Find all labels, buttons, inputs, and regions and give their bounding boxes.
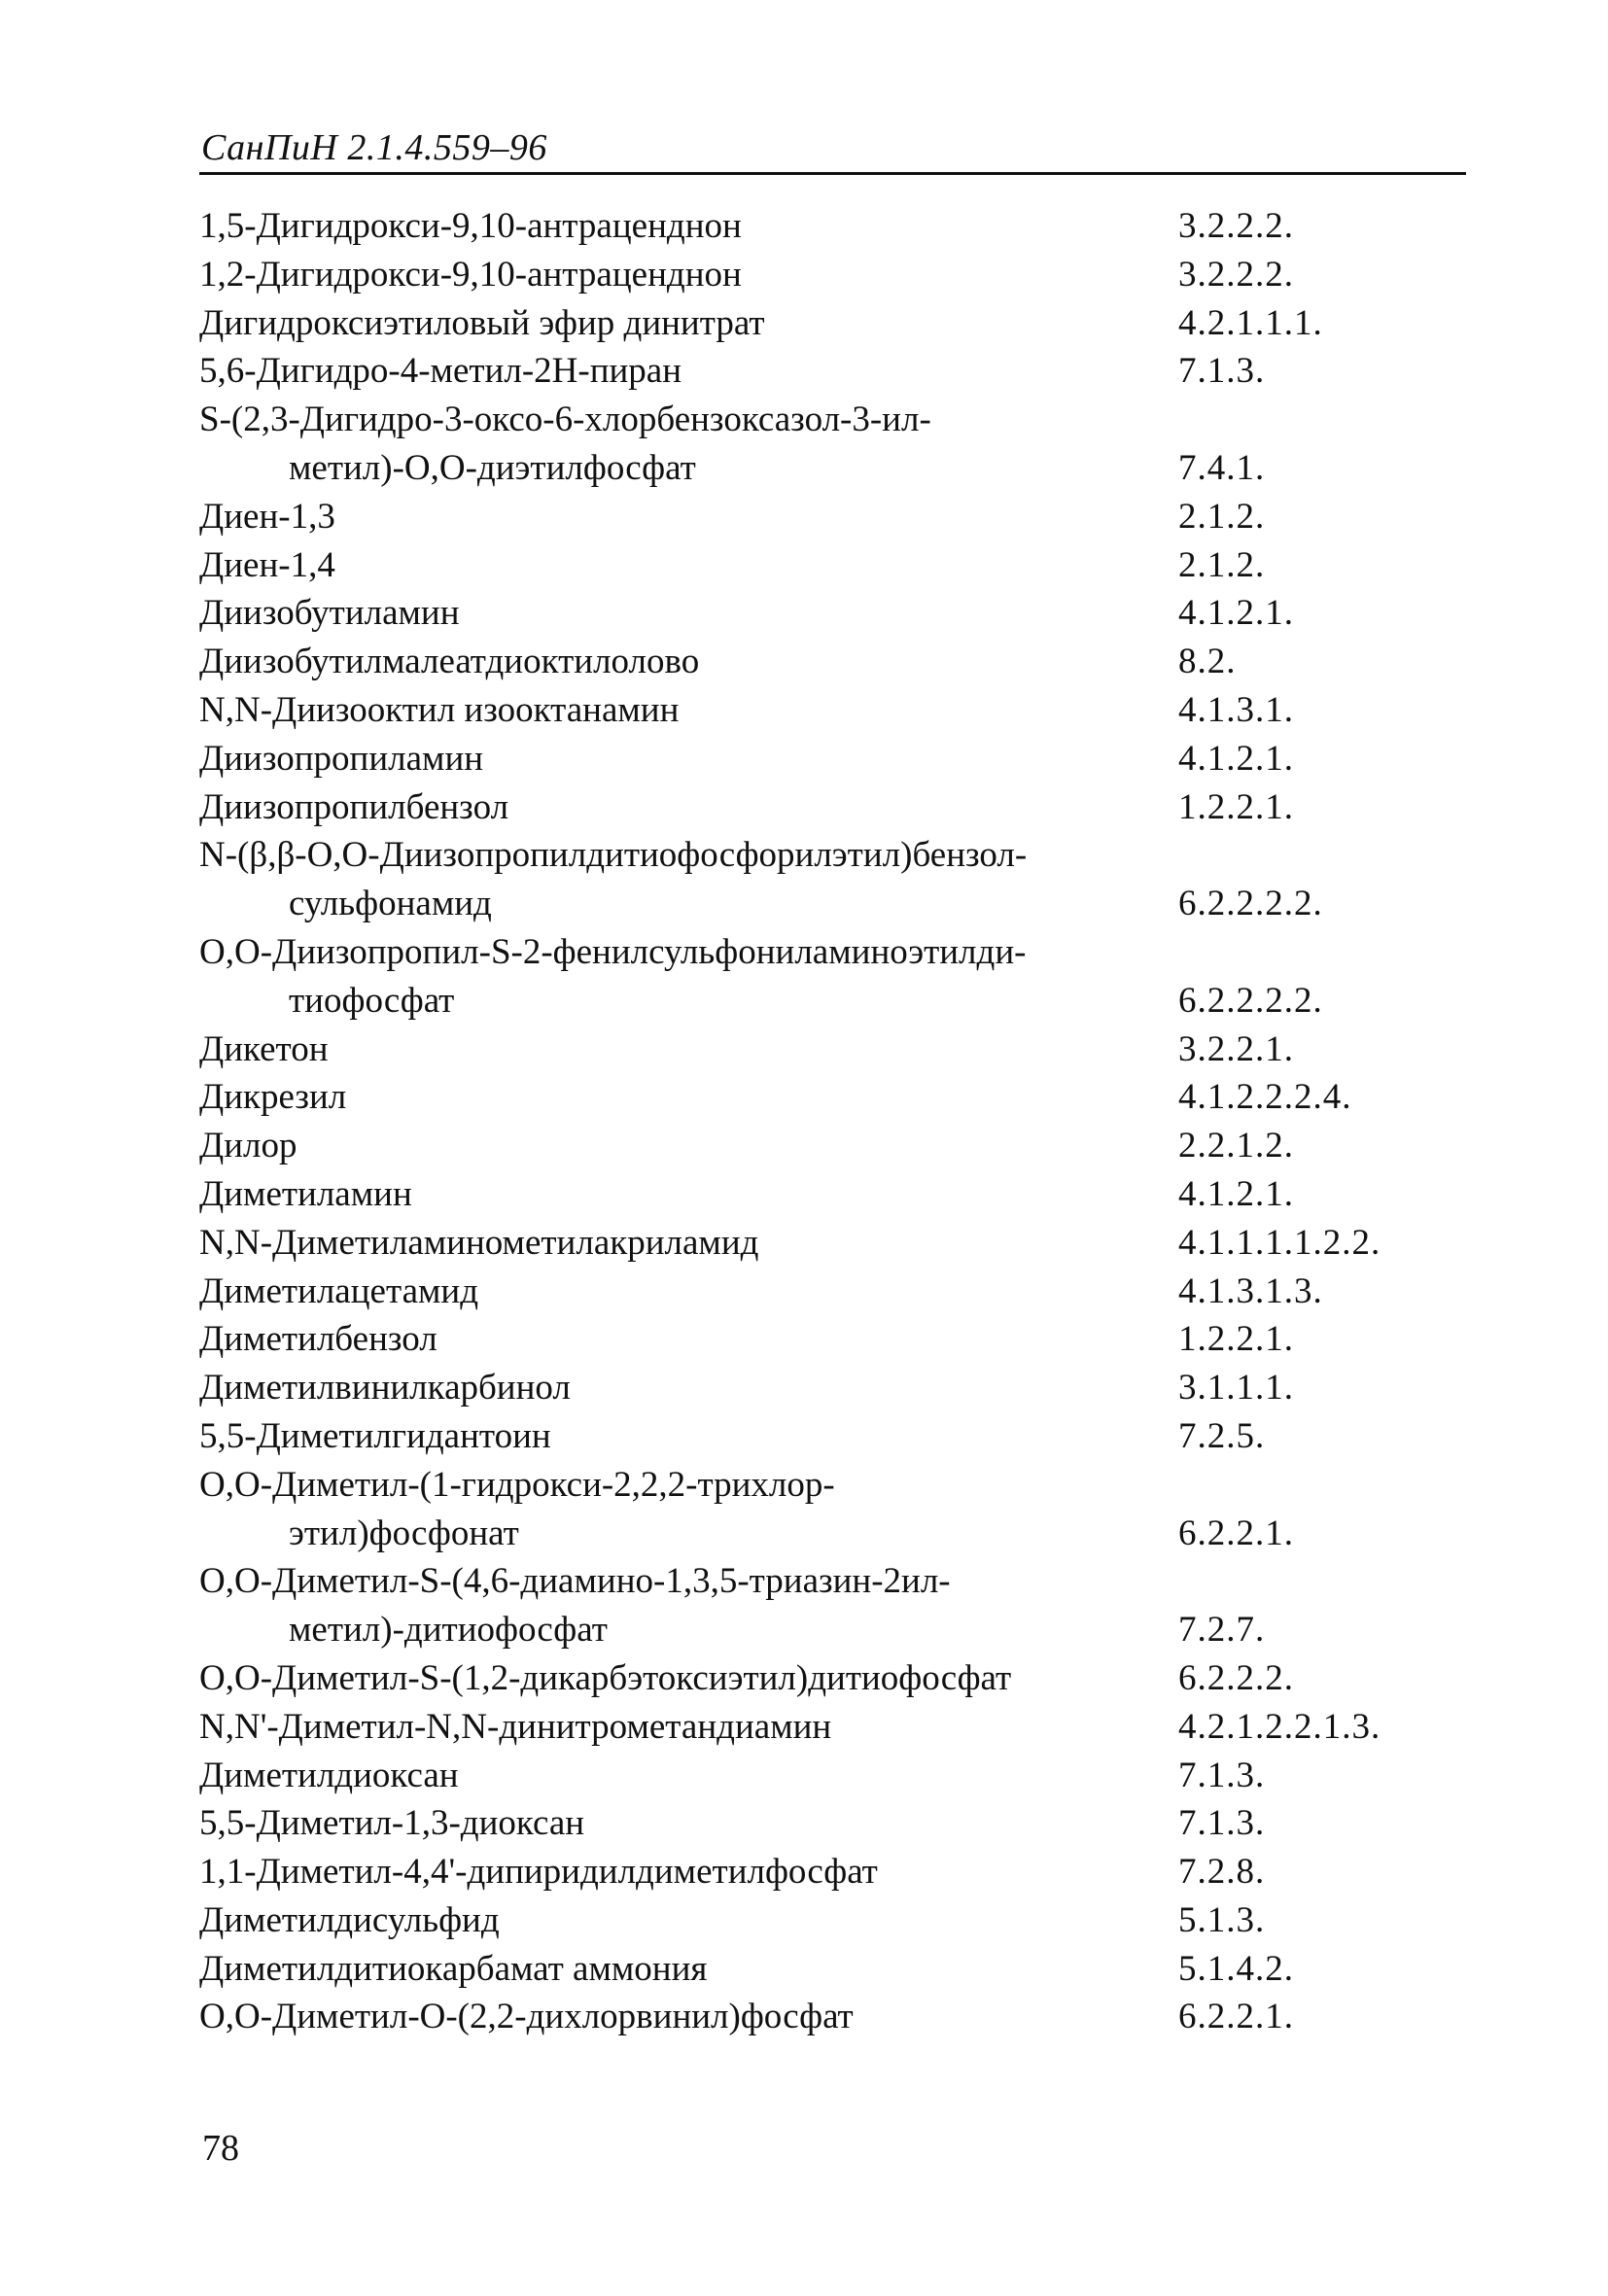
- entry-section-ref: 7.4.1.: [1178, 447, 1266, 488]
- entry-term: S-(2,3-Дигидро-3-оксо-6-хлорбензоксазол-3-ил-: [199, 400, 931, 440]
- index-entry: [199, 1412, 1466, 1461]
- index-entry: [199, 638, 1466, 686]
- index-entry: [199, 1170, 1466, 1219]
- index-entry: [199, 1799, 1466, 1848]
- entry-term: N,N'-Диметил-N,N-динитрометандиамин: [199, 1706, 832, 1747]
- entry-section-ref: 3.1.1.1.: [1178, 1368, 1294, 1409]
- entry-term-continuation: сульфонамид: [289, 884, 492, 924]
- entry-section-ref: 7.2.5.: [1178, 1415, 1266, 1456]
- entry-term: Диметилвинилкарбинол: [199, 1368, 571, 1409]
- entry-term: Диен-1,3: [199, 496, 335, 537]
- index-entry: [199, 1848, 1466, 1896]
- index-entry: [199, 589, 1466, 638]
- entry-term: Диен-1,4: [199, 544, 335, 585]
- entry-section-ref: 7.2.7.: [1178, 1610, 1266, 1651]
- entry-section-ref: 4.1.3.1.3.: [1178, 1270, 1323, 1311]
- entry-term: 1,5-Дигидрокси-9,10-антраценднон: [199, 206, 742, 246]
- entry-term: Дилор: [199, 1126, 297, 1166]
- entry-section-ref: 4.1.3.1.: [1178, 689, 1294, 730]
- index-entry: [199, 396, 1466, 493]
- index-entry: [199, 251, 1466, 299]
- entry-term: Диметиламин: [199, 1173, 412, 1214]
- entry-term: Диизобутиламин: [199, 593, 460, 634]
- index-entry: [199, 735, 1466, 783]
- entry-term: Дикрезил: [199, 1077, 347, 1118]
- entry-term: О,О-Диметил-S-(1,2-дикарбэтоксиэтил)дитиофосфат: [199, 1657, 1012, 1698]
- index-entry: [199, 1945, 1466, 1994]
- entry-section-ref: 3.2.2.2.: [1178, 206, 1294, 246]
- entry-section-ref: 4.1.2.1.: [1178, 738, 1294, 779]
- entry-section-ref: 4.2.1.1.1.: [1178, 302, 1323, 343]
- document-header-title: СанПиН 2.1.4.559–96: [201, 127, 547, 168]
- entry-section-ref: 4.2.1.2.2.1.3.: [1178, 1706, 1381, 1747]
- index-entry: [199, 783, 1466, 832]
- index-entry: [199, 1122, 1466, 1170]
- index-entry: [199, 1219, 1466, 1268]
- entry-term: Диметилдиоксан: [199, 1755, 459, 1795]
- entry-term: N,N-Диизооктил изооктанамин: [199, 689, 680, 730]
- header-divider: [199, 172, 1466, 175]
- entry-term: Диизопропиламин: [199, 738, 484, 779]
- entry-section-ref: 6.2.2.2.2.: [1178, 884, 1323, 924]
- entry-section-ref: 5.1.4.2.: [1178, 1948, 1294, 1989]
- index-entry: [199, 202, 1466, 251]
- entry-term: N,N-Диметиламинометилакриламид: [199, 1222, 759, 1263]
- entry-section-ref: 3.2.2.2.: [1178, 254, 1294, 295]
- index-entry: [199, 928, 1466, 1026]
- entry-term: Диметилдитиокарбамат аммония: [199, 1948, 708, 1989]
- entry-term: О,О-Диизопропил-S-2-фенилсульфониламиноэтилди-: [199, 931, 1027, 972]
- index-entry: [199, 1896, 1466, 1945]
- entry-section-ref: 4.1.2.1.: [1178, 1173, 1294, 1214]
- entry-term: 5,5-Диметилгидантоин: [199, 1415, 551, 1456]
- entry-term: Диизопропилбензол: [199, 786, 509, 827]
- index-entry: [199, 1461, 1466, 1558]
- entry-term: 5,5-Диметил-1,3-диоксан: [199, 1803, 585, 1844]
- index-entry: [199, 493, 1466, 541]
- entry-term: N-(β,β-О,О-Диизопропилдитиофосфорилэтил)бензол-: [199, 835, 1028, 876]
- index-entry: [199, 1026, 1466, 1074]
- entry-term: 5,6-Дигидро-4-метил-2Н-пиран: [199, 351, 682, 392]
- entry-term-continuation: тиофосфат: [289, 980, 455, 1021]
- index-entry: [199, 686, 1466, 735]
- entry-section-ref: 7.2.8.: [1178, 1852, 1266, 1893]
- entry-section-ref: 6.2.2.2.: [1178, 1657, 1294, 1698]
- entry-term: О,О-Диметил-(1-гидрокси-2,2,2-трихлор-: [199, 1464, 835, 1505]
- index-list: [199, 202, 1466, 2041]
- entry-term: Дикетон: [199, 1028, 329, 1069]
- entry-term-continuation: метил)-дитиофосфат: [289, 1610, 608, 1651]
- entry-section-ref: 8.2.: [1178, 642, 1237, 682]
- entry-section-ref: 6.2.2.2.2.: [1178, 980, 1323, 1021]
- entry-term: Диизобутилмалеатдиоктилолово: [199, 642, 700, 682]
- index-entry: [199, 1073, 1466, 1122]
- entry-section-ref: 7.1.3.: [1178, 1803, 1266, 1844]
- entry-section-ref: 4.1.2.1.: [1178, 593, 1294, 634]
- index-entry: [199, 1654, 1466, 1703]
- entry-term: Диметилдисульфид: [199, 1899, 500, 1940]
- entry-section-ref: 6.2.2.1.: [1178, 1513, 1294, 1553]
- index-entry: [199, 299, 1466, 348]
- page-number: 78: [202, 2128, 239, 2169]
- index-entry: [199, 1268, 1466, 1316]
- entry-term: Диметилбензол: [199, 1319, 437, 1360]
- entry-section-ref: 1.2.2.1.: [1178, 786, 1294, 827]
- index-entry: [199, 541, 1466, 590]
- entry-section-ref: 3.2.2.1.: [1178, 1028, 1294, 1069]
- entry-section-ref: 4.1.2.2.2.4.: [1178, 1077, 1352, 1118]
- index-entry: [199, 1557, 1466, 1654]
- index-entry: [199, 1703, 1466, 1752]
- entry-section-ref: 7.1.3.: [1178, 1755, 1266, 1795]
- index-entry: [199, 1993, 1466, 2041]
- entry-section-ref: 1.2.2.1.: [1178, 1319, 1294, 1360]
- entry-term: 1,1-Диметил-4,4'-дипиридилдиметилфосфат: [199, 1852, 878, 1893]
- entry-section-ref: 2.1.2.: [1178, 544, 1266, 585]
- index-entry: [199, 1752, 1466, 1800]
- entry-section-ref: 5.1.3.: [1178, 1899, 1266, 1940]
- entry-section-ref: 4.1.1.1.1.2.2.: [1178, 1222, 1381, 1263]
- entry-term: О,О-Диметил-О-(2,2-дихлорвинил)фосфат: [199, 1997, 854, 2037]
- entry-term: 1,2-Дигидрокси-9,10-антраценднон: [199, 254, 742, 295]
- entry-term: Диметилацетамид: [199, 1270, 479, 1311]
- entry-section-ref: 2.2.1.2.: [1178, 1126, 1294, 1166]
- entry-term-continuation: метил)-О,О-диэтилфосфат: [289, 447, 696, 488]
- entry-section-ref: 6.2.2.1.: [1178, 1997, 1294, 2037]
- entry-term: О,О-Диметил-S-(4,6-диамино-1,3,5-триазин-2ил-: [199, 1561, 951, 1602]
- index-entry: [199, 831, 1466, 928]
- entry-term-continuation: этил)фосфонат: [289, 1513, 519, 1553]
- index-entry: [199, 1315, 1466, 1364]
- entry-section-ref: 7.1.3.: [1178, 351, 1266, 392]
- index-entry: [199, 347, 1466, 396]
- index-entry: [199, 1364, 1466, 1412]
- entry-term: Дигидроксиэтиловый эфир динитрат: [199, 302, 765, 343]
- entry-section-ref: 2.1.2.: [1178, 496, 1266, 537]
